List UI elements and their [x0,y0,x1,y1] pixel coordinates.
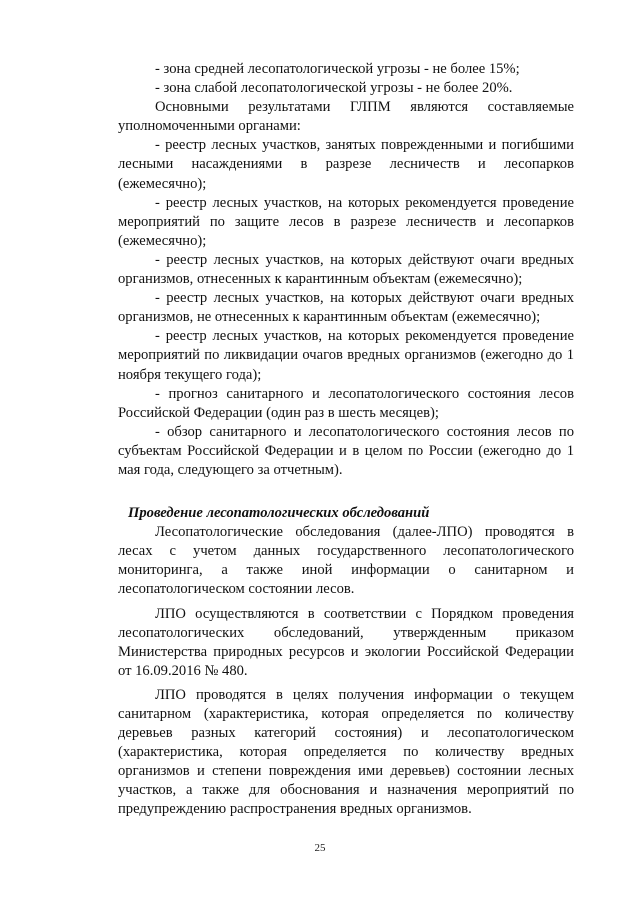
paragraph-registry-quarantine-foci: - реестр лесных участков, на которых действуют очаги вредных организмов, отнесенных к карантинным объектам (ежемесячно); [118,251,574,288]
paragraph-lpo-purpose: ЛПО проводятся в целях получения информации о текущем санитарном (характеристика, которая определяется по количеству деревьев разных категорий состояния) и лесопатологическом (характеристика, которая определяется по количеству вредных организмов и степени повреждения ими деревьев) состоянии лесных участков, а также для обоснования и назначения мероприятий по предупреждению распространения вредных организмов. [118,686,574,818]
paragraph-registry-non-quarantine-foci: - реестр лесных участков, на которых действуют очаги вредных организмов, не отнесенных к карантинным объектам (ежемесячно); [118,290,574,326]
paragraph-glpm-results-intro: Основными результатами ГЛПМ являются составляемые уполномоченными органами: [118,99,574,135]
paragraph-registry-damaged-stands: - реестр лесных участков, занятых поврежденными и погибшими лесными насаждениями в разрезе лесничеств и лесопарков (ежемесячно); [118,137,574,192]
paragraph-registry-protection-measures: - реестр лесных участков, на которых рекомендуется проведение мероприятий по защите лесов в разрезе лесничеств и лесопарков (ежемесячно); [118,194,574,249]
section-heading: Проведение лесопатологических обследований [128,505,430,522]
paragraph-threat-zone-weak: - зона слабой лесопатологической угрозы - не более 20%. [155,80,513,97]
paragraph-lpo-procedure: ЛПО осуществляются в соответствии с Порядком проведения лесопатологических обследований, утвержденным приказом Министерства природных ресурсов и экологии Российской Федерации от 16.09.2016 № 480. [118,605,574,679]
paragraph-forecast: - прогноз санитарного и лесопатологического состояния лесов Российской Федерации (один раз в шесть месяцев); [118,385,574,421]
paragraph-lpo-definition: Лесопатологические обследования (далее-ЛПО) проводятся в лесах с учетом данных государственного лесопатологического мониторинга, а также иной информации о санитарном и лесопатологическом состоянии лесов. [118,524,574,598]
paragraph-review: - обзор санитарного и лесопатологического состояния лесов по субъектам Российской Федерации и в целом по России (ежегодно до 1 мая года, следующего за отчетным). [118,423,574,478]
paragraph-threat-zone-medium: - зона средней лесопатологической угрозы - не более 15%; [155,61,520,77]
paragraph-registry-foci-liquidation: - реестр лесных участков, на которых рекомендуется проведение мероприятий по ликвидации очагов вредных организмов (ежегодно до 1 ноября текущего года); [118,328,574,383]
page-number: 25 [314,842,326,854]
document-body [118,60,574,820]
